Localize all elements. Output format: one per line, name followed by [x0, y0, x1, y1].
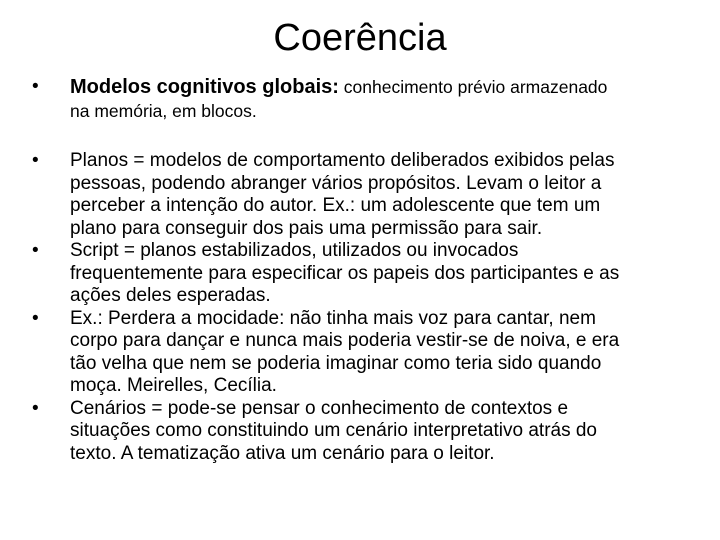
bullet-list-top [30, 76, 690, 122]
bullet-dot: • [32, 307, 39, 329]
bullet-text-line: plano para conseguir dos pais uma permissão para sair. [70, 217, 543, 239]
bullet-text-line: corpo para dançar e nunca mais poderia vestir-se de noiva, e era [70, 330, 620, 351]
bullet-rest: conhecimento prévio armazenado [338, 77, 608, 97]
bullet-term: Modelos cognitivos globais: [70, 76, 339, 98]
bullet-text-line: Script = planos estabilizados, utilizados ou invocados [70, 240, 519, 261]
bullet-text-line: Cenários = pode-se pensar o conhecimento de contextos e [70, 397, 569, 419]
bullet-item-script [30, 240, 690, 308]
bullet-text-line: Planos = modelos de comportamento deliberados exibidos pelas [70, 150, 615, 171]
bullet-text-line: na memória, em blocos. [70, 100, 257, 121]
bullet-text-line: frequentemente para especificar os papeis dos participantes e as [70, 262, 620, 284]
bullet-list-main [30, 150, 690, 465]
bullet-text-line: texto. A tematização ativa um cenário para o leitor. [70, 442, 495, 464]
bullet-dot: • [32, 397, 39, 419]
bullet-text-line: tão velha que nem se poderia imaginar como teria sido quando [70, 352, 602, 374]
bullet-item-cenarios [30, 398, 690, 466]
bullet-item-modelos [30, 76, 690, 122]
bullet-text-line: pessoas, podendo abranger vários propósitos. Levam o leitor a [70, 172, 602, 194]
slide-title: Coerência [273, 17, 447, 59]
bullet-text-line: ações deles esperadas. [70, 285, 271, 306]
bullet-text-line: situações como constituindo um cenário interpretativo atrás do [70, 420, 597, 441]
bullet-item-planos [30, 150, 690, 240]
bullet-dot: • [32, 76, 39, 97]
bullet-text-line [70, 76, 690, 100]
bullet-text-line: perceber a intenção do autor. Ex.: um adolescente que tem um [70, 195, 601, 216]
bullet-dot: • [32, 240, 39, 261]
bullet-item-exemplo [30, 308, 690, 398]
bullet-dot: • [32, 150, 39, 171]
bullet-text-line: moça. Meirelles, Cecília. [70, 375, 277, 396]
bullet-text-line: Ex.: Perdera a mocidade: não tinha mais voz para cantar, nem [70, 307, 596, 329]
